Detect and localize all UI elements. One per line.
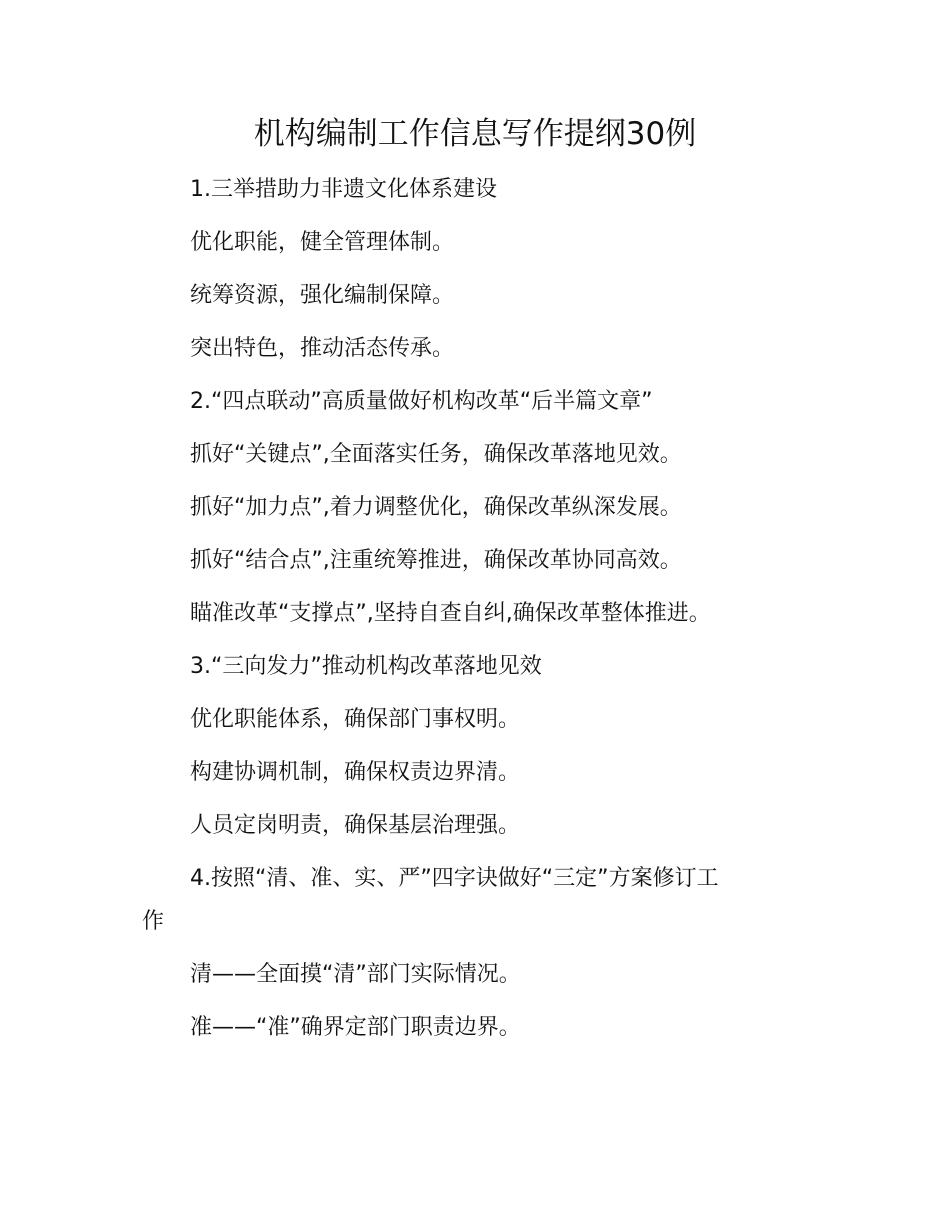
paragraph: 清——全面摸“清”部门实际情况。: [190, 962, 521, 987]
heading-3: 3.“三向发力”推动机构改革落地见效: [190, 654, 542, 679]
paragraph: 人员定岗明责，确保基层治理强。: [190, 813, 521, 838]
paragraph: 构建协调机制，确保权责边界清。: [190, 760, 521, 785]
paragraph: 优化职能，健全管理体制。: [190, 230, 455, 255]
paragraph: 优化职能体系，确保部门事权明。: [190, 707, 521, 732]
heading-4-continuation: 作: [142, 909, 165, 934]
paragraph: 瞄准改革“支撑点”,坚持自查自纠,确保改革整体推进。: [190, 601, 711, 626]
heading-2: 2.“四点联动”高质量做好机构改革“后半篇文章”: [190, 389, 653, 414]
paragraph: 突出特色，推动活态传承。: [190, 336, 455, 361]
document-title: 机构编制工作信息写作提纲30例: [253, 116, 697, 152]
paragraph: 抓好“加力点”,着力调整优化，确保改革纵深发展。: [190, 495, 682, 520]
heading-1: 1.三举措助力非遗文化体系建设: [190, 177, 497, 202]
heading-4: 4.按照“清、准、实、严”四字诀做好“三定”方案修订工: [190, 866, 719, 891]
paragraph: 准——“准”确界定部门职责边界。: [190, 1015, 521, 1040]
paragraph: 抓好“关键点”,全面落实任务，确保改革落地见效。: [190, 442, 682, 467]
paragraph: 统筹资源，强化编制保障。: [190, 283, 455, 308]
paragraph: 抓好“结合点”,注重统筹推进，确保改革协同高效。: [190, 548, 682, 573]
